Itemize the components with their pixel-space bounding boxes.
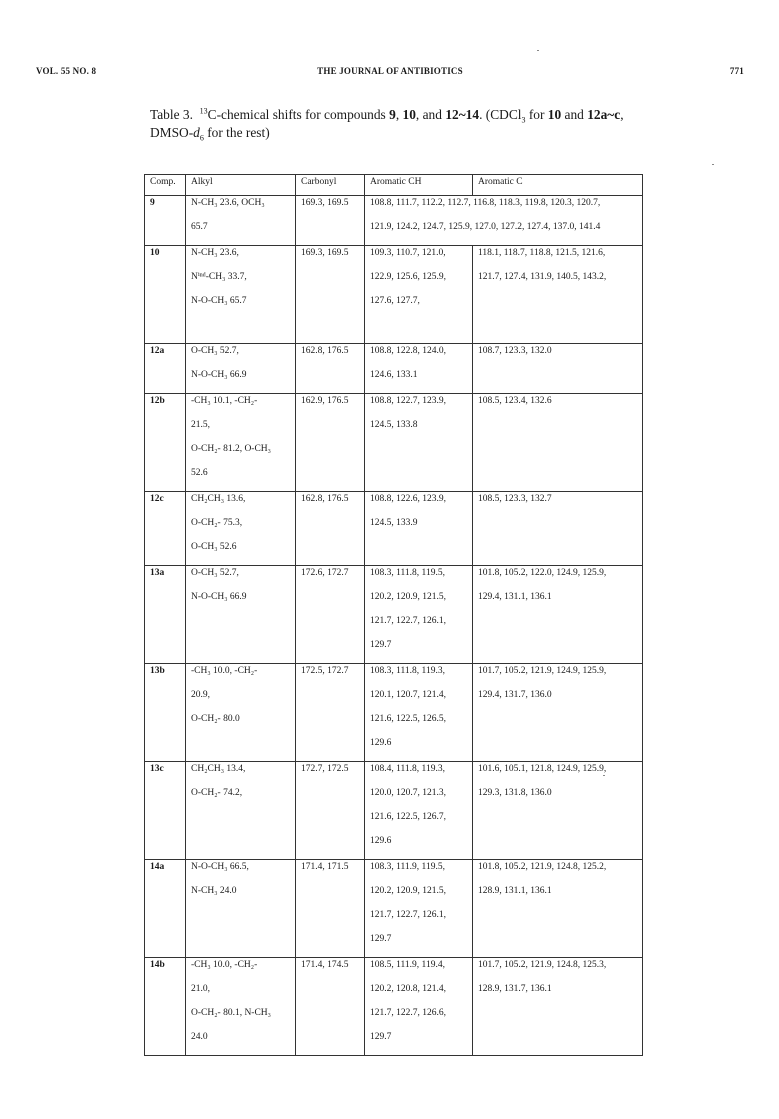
- cell-aromatic-c: [473, 394, 643, 492]
- empty-line: [301, 909, 360, 933]
- table-caption: [150, 106, 650, 142]
- aromatic-c-line: 101.6, 105.1, 121.8, 124.9, 125.9,: [478, 764, 607, 774]
- aromatic-c-line: 101.7, 105.2, 121.9, 124.9, 125.9,: [478, 666, 607, 676]
- aromatic-ch-line: 124.6, 133.1: [370, 370, 418, 380]
- empty-line: [478, 811, 638, 835]
- alkyl-line: -CH₃ 10.1, -CH₂-: [191, 396, 258, 406]
- caption-text-4: DMSO-: [150, 125, 194, 140]
- empty-line: [301, 713, 360, 737]
- empty-line: [150, 909, 181, 933]
- cell-comp: [145, 246, 186, 344]
- comp-value: 14a: [150, 862, 165, 872]
- empty-line: [191, 835, 291, 859]
- empty-line: [150, 737, 181, 761]
- cell-aromatic-ch: [365, 762, 473, 860]
- cell-alkyl: [186, 860, 296, 958]
- cell-aromatic-ch: [365, 344, 473, 394]
- table-row: [145, 860, 643, 958]
- aromatic-ch-line: 124.5, 133.8: [370, 420, 418, 430]
- aromatic-ch-line: 129.7: [370, 934, 392, 944]
- journal-title: THE JOURNAL OF ANTIBIOTICS: [317, 66, 463, 76]
- header-aromatic-c: Aromatic C: [473, 175, 643, 196]
- cell-aromatic-ch: [365, 566, 473, 664]
- cell-aromatic-c: [473, 492, 643, 566]
- table-row: [145, 566, 643, 664]
- aromatic-ch-line: 121.7, 122.7, 126.6,: [370, 1008, 446, 1018]
- empty-line: [301, 295, 360, 319]
- alkyl-line: O-CH₂- 80.1, N-CH₃: [191, 1008, 271, 1018]
- caption-isotope: 13: [199, 106, 208, 116]
- alkyl-line: N-O-CH₃ 66.5,: [191, 862, 249, 872]
- empty-line: [478, 517, 638, 541]
- empty-line: [150, 689, 181, 713]
- empty-line: [191, 811, 291, 835]
- comp-value: 14b: [150, 960, 165, 970]
- table-row: [145, 344, 643, 394]
- alkyl-line: 24.0: [191, 1032, 208, 1042]
- aromatic-ch-line: 124.5, 133.9: [370, 518, 418, 528]
- aromatic-c-line: 108.7, 123.3, 132.0: [478, 346, 552, 356]
- empty-line: [150, 787, 181, 811]
- alkyl-line: 52.6: [191, 468, 208, 478]
- comp-value: 13b: [150, 666, 165, 676]
- alkyl-line: CH₂CH₃ 13.4,: [191, 764, 246, 774]
- aromatic-ch-line: 109.3, 110.7, 121.0,: [370, 248, 446, 258]
- comp-value: 10: [150, 248, 160, 258]
- empty-line: [191, 909, 291, 933]
- alkyl-line: 21.0,: [191, 984, 210, 994]
- alkyl-line: O-CH₃ 52.7,: [191, 568, 239, 578]
- empty-line: [150, 983, 181, 1007]
- empty-line: [150, 319, 181, 343]
- aromatic-ch-line: 121.7, 122.7, 126.1,: [370, 910, 446, 920]
- cell-comp: [145, 394, 186, 492]
- caption-sep-2: ,: [620, 107, 624, 122]
- running-head: [36, 66, 744, 80]
- empty-line: [301, 1007, 360, 1031]
- empty-line: [478, 639, 638, 663]
- empty-line: [191, 319, 291, 343]
- empty-line: [301, 419, 360, 443]
- empty-line: [370, 541, 468, 565]
- aromatic-c-line: 118.1, 118.7, 118.8, 121.5, 121.6,: [478, 248, 606, 258]
- carbonyl-value: 171.4, 171.5: [301, 862, 349, 872]
- scan-speck: [712, 164, 714, 165]
- empty-line: [301, 369, 360, 393]
- empty-line: [150, 1007, 181, 1031]
- aromatic-c-line: 121.7, 127.4, 131.9, 140.5, 143.2,: [478, 272, 607, 282]
- aromatic-ch-line: 120.2, 120.9, 121.5,: [370, 592, 446, 602]
- cell-aromatic-ch: [365, 958, 473, 1056]
- carbonyl-value: 171.4, 174.5: [301, 960, 349, 970]
- volume-number: VOL. 55 NO. 8: [36, 66, 97, 76]
- empty-line: [301, 639, 360, 663]
- empty-line: [478, 467, 638, 491]
- cell-aromatic-c: [473, 860, 643, 958]
- empty-line: [301, 835, 360, 859]
- aromatic-ch-line: 108.4, 111.8, 119.3,: [370, 764, 445, 774]
- empty-line: [370, 443, 468, 467]
- alkyl-line: Nⁱⁿᵈ-CH₃ 33.7,: [191, 272, 247, 282]
- empty-line: [370, 467, 468, 491]
- caption-text-2: . (CDCl: [479, 107, 522, 122]
- empty-line: [150, 933, 181, 957]
- empty-line: [478, 835, 638, 859]
- caption-prefix: Table 3.: [150, 107, 193, 122]
- aromatic-c-line: 101.8, 105.2, 121.9, 124.8, 125.2,: [478, 862, 607, 872]
- cell-alkyl: [186, 394, 296, 492]
- alkyl-line: -CH₃ 10.0, -CH₂-: [191, 666, 258, 676]
- alkyl-line: O-CH₂- 81.2, O-CH₃: [191, 444, 271, 454]
- alkyl-line: 65.7: [191, 222, 208, 232]
- empty-line: [301, 737, 360, 761]
- empty-line: [478, 541, 638, 565]
- aromatic-ch-line: 129.6: [370, 836, 392, 846]
- table-row: [145, 762, 643, 860]
- page-number: 771: [729, 66, 744, 76]
- empty-line: [478, 909, 638, 933]
- alkyl-line: O-CH₂- 80.0: [191, 714, 240, 724]
- carbonyl-value: 172.7, 172.5: [301, 764, 349, 774]
- empty-line: [150, 811, 181, 835]
- aromatic-ch-line: 108.8, 122.6, 123.9,: [370, 494, 446, 504]
- empty-line: [150, 591, 181, 615]
- caption-and-2: and: [561, 107, 588, 122]
- cell-comp: [145, 344, 186, 394]
- alkyl-line: O-CH₂- 74.2,: [191, 788, 243, 798]
- empty-line: [301, 811, 360, 835]
- aromatic-c-line: 129.4, 131.1, 136.1: [478, 592, 552, 602]
- cell-carbonyl: [296, 246, 365, 344]
- aromatic-ch-line: 108.3, 111.9, 119.5,: [370, 862, 445, 872]
- cell-alkyl: [186, 566, 296, 664]
- alkyl-line: CH₂CH₃ 13.6,: [191, 494, 246, 504]
- cell-aromatic-c: [473, 664, 643, 762]
- caption-and: , and: [415, 107, 446, 122]
- empty-line: [301, 1031, 360, 1055]
- empty-line: [301, 615, 360, 639]
- table-row: [145, 664, 643, 762]
- empty-line: [191, 639, 291, 663]
- caption-text-5: for the rest): [203, 125, 270, 140]
- cell-comp: [145, 492, 186, 566]
- caption-sub-6: 6: [199, 133, 204, 143]
- empty-line: [150, 1031, 181, 1055]
- chemical-shift-table: [144, 174, 643, 1056]
- empty-line: [150, 419, 181, 443]
- cell-carbonyl: [296, 394, 365, 492]
- aromatic-ch-line: 127.6, 127.7,: [370, 296, 420, 306]
- aromatic-line: 121.9, 124.2, 124.7, 125.9, 127.0, 127.2, 127.4, 137.0, 141.4: [370, 222, 601, 232]
- caption-compound-12a-c: 12a~c: [587, 107, 621, 122]
- carbonyl-value: 169.3, 169.5: [301, 198, 349, 208]
- empty-line: [150, 541, 181, 565]
- cell-alkyl: [186, 246, 296, 344]
- caption-sep: ,: [395, 107, 403, 122]
- cell-aromatic-merged: [365, 196, 643, 246]
- comp-value: 12c: [150, 494, 164, 504]
- cell-carbonyl: [296, 566, 365, 664]
- aromatic-ch-line: 121.7, 122.7, 126.1,: [370, 616, 446, 626]
- aromatic-ch-line: 121.6, 122.5, 126.7,: [370, 812, 446, 822]
- empty-line: [150, 295, 181, 319]
- empty-line: [301, 983, 360, 1007]
- empty-line: [150, 639, 181, 663]
- alkyl-line: N-CH₃ 23.6, OCH₃: [191, 198, 265, 208]
- aromatic-c-line: 108.5, 123.3, 132.7: [478, 494, 552, 504]
- empty-line: [301, 591, 360, 615]
- cell-carbonyl: [296, 344, 365, 394]
- cell-aromatic-c: [473, 762, 643, 860]
- alkyl-line: N-CH₃ 23.6,: [191, 248, 239, 258]
- table-row: [145, 958, 643, 1056]
- cell-alkyl: [186, 196, 296, 246]
- comp-value: 13a: [150, 568, 165, 578]
- header-alkyl: Alkyl: [186, 175, 296, 196]
- empty-line: [191, 737, 291, 761]
- empty-line: [478, 443, 638, 467]
- cell-comp: [145, 196, 186, 246]
- empty-line: [478, 419, 638, 443]
- caption-text-1: C-chemical shifts for compounds: [207, 107, 390, 122]
- aromatic-ch-line: 121.6, 122.5, 126.5,: [370, 714, 446, 724]
- cell-aromatic-c: [473, 344, 643, 394]
- alkyl-line: N-CH₃ 24.0: [191, 886, 237, 896]
- table-row: [145, 492, 643, 566]
- aromatic-c-line: 101.8, 105.2, 122.0, 124.9, 125.9,: [478, 568, 607, 578]
- comp-label: 9: [150, 198, 155, 208]
- header-comp: Comp.: [145, 175, 186, 196]
- aromatic-ch-line: 129.7: [370, 1032, 392, 1042]
- aromatic-ch-line: 108.3, 111.8, 119.5,: [370, 568, 445, 578]
- empty-line: [301, 517, 360, 541]
- carbonyl-value: 162.8, 176.5: [301, 346, 349, 356]
- empty-line: [191, 615, 291, 639]
- cell-carbonyl: [296, 196, 365, 246]
- cell-alkyl: [186, 762, 296, 860]
- alkyl-line: 21.5,: [191, 420, 210, 430]
- aromatic-ch-line: 108.3, 111.8, 119.3,: [370, 666, 445, 676]
- empty-line: [478, 1007, 638, 1031]
- aromatic-ch-line: 122.9, 125.6, 125.9,: [370, 272, 446, 282]
- empty-line: [150, 885, 181, 909]
- table-row: [145, 246, 643, 344]
- empty-line: [150, 835, 181, 859]
- carbonyl-value: 169.3, 169.5: [301, 248, 349, 258]
- cell-carbonyl: [296, 664, 365, 762]
- carbonyl-value: 162.8, 176.5: [301, 494, 349, 504]
- empty-line: [478, 933, 638, 957]
- empty-line: [301, 933, 360, 957]
- aromatic-ch-line: 120.1, 120.7, 121.4,: [370, 690, 446, 700]
- empty-line: [478, 369, 638, 393]
- scan-speck: [603, 775, 605, 776]
- caption-text-3: for: [525, 107, 548, 122]
- cell-comp: [145, 958, 186, 1056]
- aromatic-c-line: 128.9, 131.1, 136.1: [478, 886, 552, 896]
- header-carbonyl: Carbonyl: [296, 175, 365, 196]
- empty-line: [150, 517, 181, 541]
- cell-comp: [145, 664, 186, 762]
- table-row: [145, 196, 643, 246]
- empty-line: [301, 787, 360, 811]
- caption-compound-10: 10: [402, 107, 416, 122]
- empty-line: [150, 443, 181, 467]
- aromatic-ch-line: 120.0, 120.7, 121.3,: [370, 788, 446, 798]
- cell-alkyl: [186, 492, 296, 566]
- cell-carbonyl: [296, 860, 365, 958]
- cell-aromatic-ch: [365, 860, 473, 958]
- aromatic-line: 108.8, 111.7, 112.2, 112.7, 116.8, 118.3, 119.8, 120.3, 120.7,: [370, 198, 601, 208]
- caption-sub-3: 3: [521, 115, 526, 125]
- cell-aromatic-ch: [365, 394, 473, 492]
- aromatic-c-line: 101.7, 105.2, 121.9, 124.8, 125.3,: [478, 960, 607, 970]
- caption-compound-9: 9: [389, 107, 396, 122]
- cell-alkyl: [186, 344, 296, 394]
- alkyl-line: 20.9,: [191, 690, 210, 700]
- empty-line: [478, 737, 638, 761]
- header-aromatic-ch: Aromatic CH: [365, 175, 473, 196]
- aromatic-c-line: 129.4, 131.7, 136.0: [478, 690, 552, 700]
- aromatic-ch-line: 108.8, 122.8, 124.0,: [370, 346, 446, 356]
- aromatic-ch-line: 108.8, 122.7, 123.9,: [370, 396, 446, 406]
- carbonyl-value: 172.5, 172.7: [301, 666, 349, 676]
- alkyl-line: N-O-CH₃ 66.9: [191, 370, 247, 380]
- empty-line: [150, 271, 181, 295]
- cell-comp: [145, 860, 186, 958]
- empty-line: [478, 319, 638, 343]
- empty-line: [191, 933, 291, 957]
- cell-aromatic-c: [473, 566, 643, 664]
- table-row: [145, 394, 643, 492]
- alkyl-line: O-CH₃ 52.6: [191, 542, 237, 552]
- empty-line: [478, 1031, 638, 1055]
- empty-line: [478, 295, 638, 319]
- aromatic-ch-line: 108.5, 111.9, 119.4,: [370, 960, 445, 970]
- cell-aromatic-ch: [365, 246, 473, 344]
- cell-comp: [145, 762, 186, 860]
- empty-line: [370, 319, 468, 343]
- aromatic-c-line: 128.9, 131.7, 136.1: [478, 984, 552, 994]
- cell-carbonyl: [296, 958, 365, 1056]
- aromatic-ch-line: 129.7: [370, 640, 392, 650]
- caption-compound-12-14: 12~14: [445, 107, 480, 122]
- table-header-row: [145, 175, 643, 196]
- empty-line: [301, 541, 360, 565]
- comp-value: 12a: [150, 346, 165, 356]
- comp-value: 13c: [150, 764, 164, 774]
- cell-alkyl: [186, 958, 296, 1056]
- caption-d: d: [193, 125, 200, 140]
- empty-line: [150, 467, 181, 491]
- empty-line: [301, 443, 360, 467]
- cell-carbonyl: [296, 762, 365, 860]
- empty-line: [478, 615, 638, 639]
- empty-line: [150, 369, 181, 393]
- scan-speck: [537, 50, 539, 51]
- empty-line: [150, 713, 181, 737]
- alkyl-line: -CH₃ 10.0, -CH₂-: [191, 960, 258, 970]
- carbonyl-value: 162.9, 176.5: [301, 396, 349, 406]
- cell-carbonyl: [296, 492, 365, 566]
- cell-comp: [145, 566, 186, 664]
- empty-line: [478, 713, 638, 737]
- alkyl-line: O-CH₃ 52.7,: [191, 346, 239, 356]
- comp-value: 12b: [150, 396, 165, 406]
- empty-line: [301, 319, 360, 343]
- caption-compound-10b: 10: [547, 107, 562, 122]
- alkyl-line: O-CH₂- 75.3,: [191, 518, 243, 528]
- empty-line: [301, 467, 360, 491]
- aromatic-ch-line: 120.2, 120.9, 121.5,: [370, 886, 446, 896]
- carbonyl-value: 172.6, 172.7: [301, 568, 349, 578]
- cell-alkyl: [186, 664, 296, 762]
- empty-line: [301, 885, 360, 909]
- empty-line: [150, 615, 181, 639]
- aromatic-c-line: 129.3, 131.8, 136.0: [478, 788, 552, 798]
- empty-line: [301, 689, 360, 713]
- cell-aromatic-c: [473, 246, 643, 344]
- cell-aromatic-c: [473, 958, 643, 1056]
- cell-aromatic-ch: [365, 492, 473, 566]
- aromatic-ch-line: 129.6: [370, 738, 392, 748]
- empty-line: [301, 271, 360, 295]
- cell-aromatic-ch: [365, 664, 473, 762]
- alkyl-line: N-O-CH₃ 66.9: [191, 592, 247, 602]
- aromatic-c-line: 108.5, 123.4, 132.6: [478, 396, 552, 406]
- alkyl-line: N-O-CH₃ 65.7: [191, 296, 247, 306]
- aromatic-ch-line: 120.2, 120.8, 121.4,: [370, 984, 446, 994]
